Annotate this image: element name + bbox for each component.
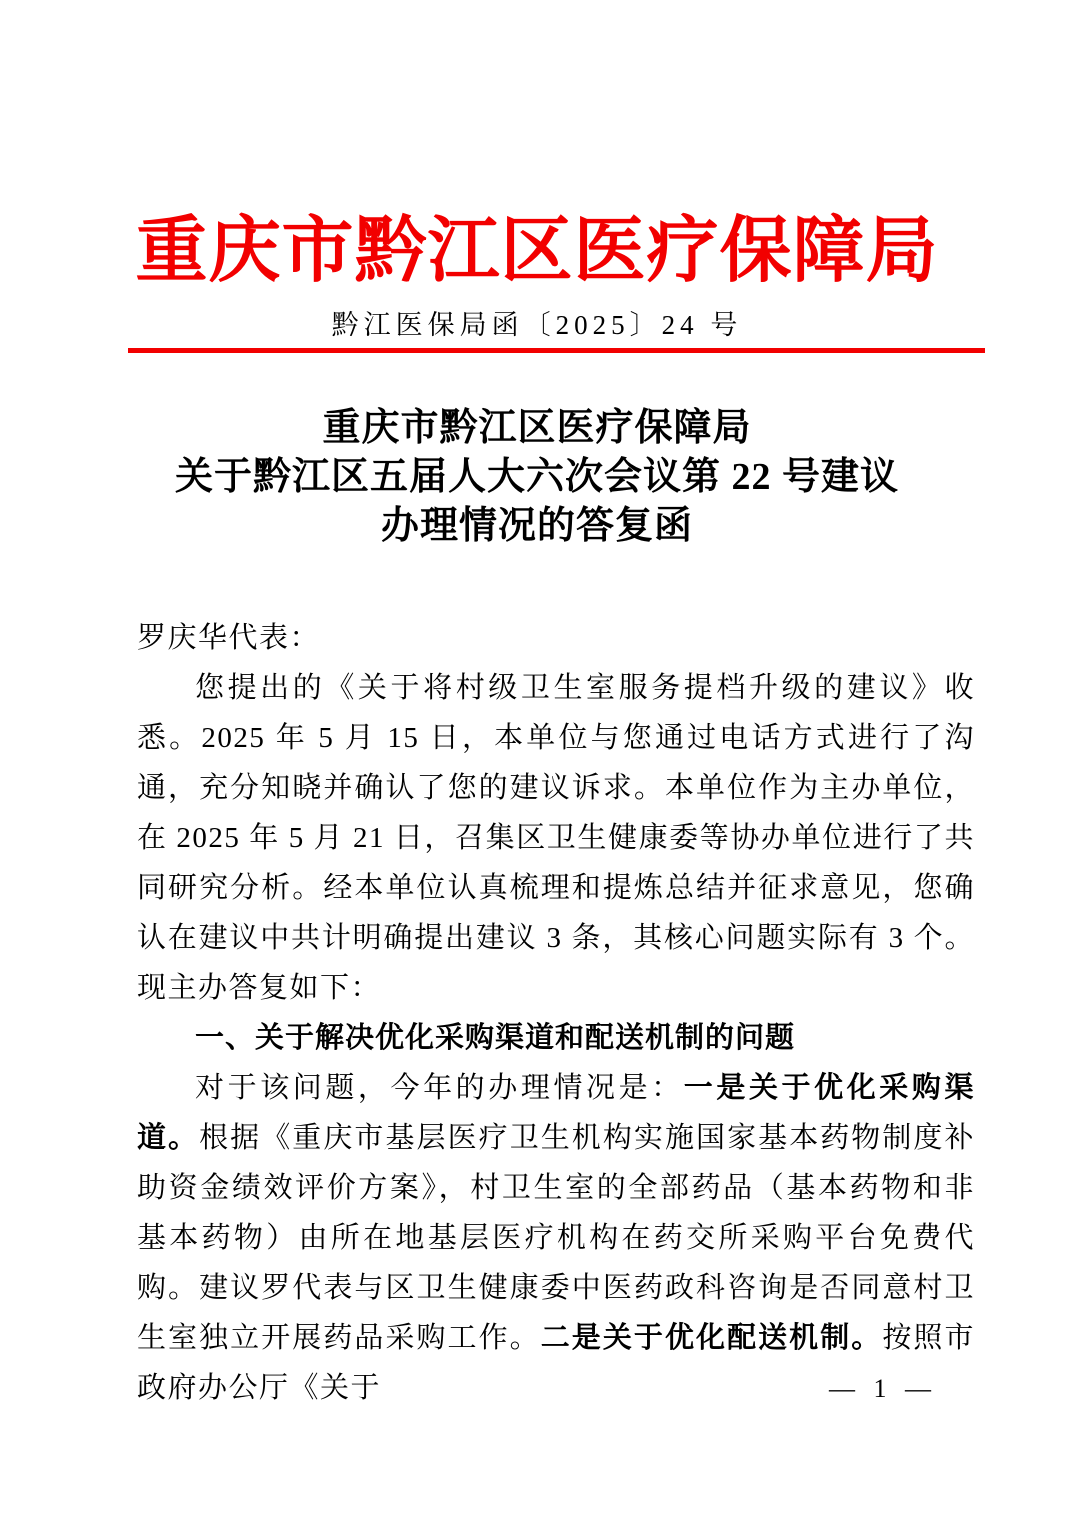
paragraph-reply	[137, 1063, 975, 1413]
page-number: — 1 —	[829, 1374, 937, 1403]
document-reference-number: 黔江医保局函〔2025〕24 号	[331, 310, 743, 340]
paragraph-intro: 您提出的《关于将村级卫生室服务提档升级的建议》收悉。2025 年 5 月 15 日，本单位与您通过电话方式进行了沟通，充分知晓并确认了您的建议诉求。本单位作为主办单位，在 2025 年 5 月 21 日，召集区卫生健康委等协办单位进行了共同研究分析。经本单位认真梳理和提炼总结并征求意见，您确认在建议中共计明确提出建议 3 条，其核心问题实际有 3 个。现主办答复如下：	[137, 672, 975, 1004]
document-title-line2: 关于黔江区五届人大六次会议第 22 号建议	[174, 456, 899, 498]
section-heading-1: 一、关于解决优化采购渠道和配送机制的问题	[195, 1022, 796, 1054]
paragraph-reply-text1: 根据《重庆市基层医疗卫生机构实施国家基本药物制度补助资金绩效评价方案》，村卫生室的全部药品（基本药物和非基本药物）由所在地基层医疗机构在药交所采购平台免费代购。建议罗代表与区卫生健康委中医药政科咨询是否同意村卫生室独立开展药品采购工作。	[137, 1122, 975, 1354]
paragraph-reply-bold-point2: 二是关于优化配送机制。	[540, 1322, 883, 1354]
document-title	[0, 404, 1074, 551]
letterhead-divider-rule	[128, 348, 985, 353]
paragraph-reply-prefix: 对于该问题，今年的办理情况是：	[195, 1072, 684, 1104]
document-title-line1: 重庆市黔江区医疗保障局	[322, 407, 752, 449]
paragraph-reply-text2: 按照市政府办公厅《关于	[137, 1322, 975, 1404]
letterhead-agency-name: 重庆市黔江区医疗保障局	[135, 211, 939, 291]
salutation: 罗庆华代表：	[137, 622, 321, 654]
paragraph-reply-bold-point1: 一是关于优化采购渠道。	[137, 1072, 975, 1154]
document-body	[137, 613, 975, 1413]
document-title-line3: 办理情况的答复函	[380, 505, 693, 547]
